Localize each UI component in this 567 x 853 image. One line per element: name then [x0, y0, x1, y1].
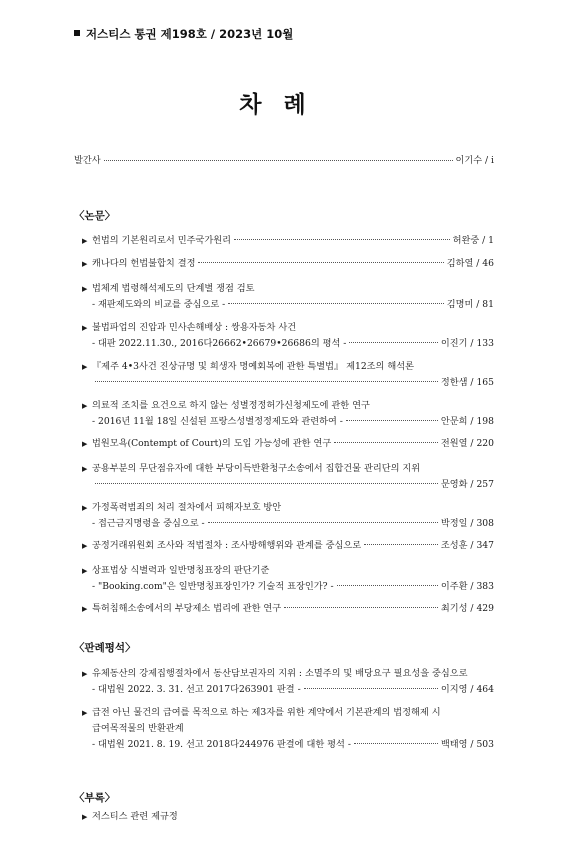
entry-author-page: 이주환 / 383	[440, 581, 494, 592]
triangle-bullet-icon: ▶	[82, 465, 88, 473]
journal-issue-header	[74, 26, 293, 42]
dot-leader	[337, 585, 438, 586]
entry-title: 공용부분의 무단점유자에 대한 부당이득반환청구소송에서 집합건물 관리단의 지위	[92, 463, 421, 474]
entry-subtitle: - 재판제도와의 비교를 중심으로 -	[92, 299, 226, 310]
toc-entry[interactable]	[82, 601, 494, 617]
entry-title: 상표법상 식별력과 일반명칭표장의 판단기준	[92, 565, 270, 576]
triangle-bullet-icon: ▶	[82, 440, 88, 448]
triangle-bullet-icon: ▶	[82, 542, 88, 550]
dot-leader	[349, 342, 437, 343]
entry-subtitle: - 접근금지명령을 중심으로 -	[92, 518, 205, 529]
toc-entry[interactable]	[82, 233, 494, 249]
entry-author-page: 최기성 / 429	[440, 603, 494, 614]
toc-entry[interactable]	[82, 809, 494, 825]
entry-title: 법체계 법령해석제도의 단계별 쟁점 검토	[92, 283, 255, 294]
toc-entry[interactable]	[82, 461, 494, 493]
toc-entry[interactable]	[82, 436, 494, 452]
dot-leader	[304, 688, 438, 689]
entry-title: 의료적 조치를 요건으로 하지 않는 성별정정허가신청제도에 관한 연구	[92, 400, 370, 411]
dot-leader	[104, 160, 453, 161]
entry-author-page: 김명미 / 81	[446, 299, 494, 310]
entry-subtitle: - "Booking.com"은 일반명칭표장인가? 기술적 표장인가? -	[92, 581, 334, 592]
triangle-bullet-icon: ▶	[82, 285, 88, 293]
entry-subtitle: - 대법원 2021. 8. 19. 선고 2018다244976 판결에 대한 평석 -	[92, 739, 351, 750]
toc-entry[interactable]	[82, 398, 494, 430]
entry-title: 특허침해소송에서의 부당제소 법리에 관한 연구	[92, 603, 282, 614]
entry-title: 공정거래위원회 조사와 적법절차 : 조사방해행위와 관계를 중심으로	[92, 540, 362, 551]
preface-line[interactable]	[74, 152, 494, 166]
journal-issue-text: 저스티스 통권 제198호 / 2023년 10월	[86, 27, 294, 41]
toc-entry[interactable]	[82, 359, 494, 391]
entry-author-page: 조성훈 / 347	[440, 540, 494, 551]
entry-title: 저스티스 관련 제규정	[92, 811, 178, 822]
section-heading-appendix: 〈부록〉	[74, 792, 116, 804]
triangle-bullet-icon: ▶	[82, 709, 88, 717]
dot-leader	[208, 522, 438, 523]
entry-title: 『제주 4•3사건 진상규명 및 희생자 명예회복에 관한 특별법』 제12조의 해석론	[92, 361, 414, 372]
entry-author-page: 정한샘 / 165	[440, 377, 494, 388]
toc-entry[interactable]	[82, 256, 494, 272]
entry-title: 급전 아닌 물건의 급여를 목적으로 하는 제3자를 위한 계약에서 기본관계의 법정해제 시	[92, 707, 441, 718]
entry-author-page: 박정일 / 308	[440, 518, 494, 529]
dot-leader	[234, 239, 450, 240]
dot-leader	[95, 483, 438, 484]
entry-author-page: 안문희 / 198	[440, 416, 494, 427]
triangle-bullet-icon: ▶	[82, 402, 88, 410]
dot-leader	[228, 303, 443, 304]
dot-leader	[354, 743, 438, 744]
section-heading-case-reviews: 〈판례평석〉	[74, 642, 136, 654]
triangle-bullet-icon: ▶	[82, 260, 88, 268]
entry-title: 법원모욕(Contempt of Court)의 도입 가능성에 관한 연구	[92, 438, 332, 449]
dot-leader	[364, 544, 438, 545]
triangle-bullet-icon: ▶	[82, 567, 88, 575]
toc-entry[interactable]	[82, 281, 494, 313]
toc-entry[interactable]	[82, 500, 494, 532]
entry-subtitle: - 대법원 2022. 3. 31. 선고 2017다263901 판결 -	[92, 684, 301, 695]
entry-title: 불법파업의 진압과 민사손해배상 : 쌍용자동차 사건	[92, 322, 297, 333]
triangle-bullet-icon: ▶	[82, 237, 88, 245]
section-heading-papers: 〈논문〉	[74, 210, 116, 222]
entry-subtitle: - 2016년 11월 18일 신설된 프랑스성별정정제도와 관련하여 -	[92, 416, 343, 427]
dot-leader	[346, 420, 438, 421]
entry-author-page: 백태영 / 503	[440, 739, 494, 750]
triangle-bullet-icon: ▶	[82, 363, 88, 371]
entry-author-page: 이진기 / 133	[440, 338, 494, 349]
entry-author-page: 문영화 / 257	[440, 479, 494, 490]
preface-author-page: 이기수 / i	[455, 155, 494, 166]
toc-entry[interactable]	[82, 320, 494, 352]
triangle-bullet-icon: ▶	[82, 605, 88, 613]
toc-entry[interactable]	[82, 705, 494, 753]
toc-entry[interactable]	[82, 538, 494, 554]
entry-title-continued: 급여목적물의 반환관계	[92, 723, 184, 734]
entry-title: 헌법의 기본원리로서 민주국가원리	[92, 235, 231, 246]
triangle-bullet-icon: ▶	[82, 670, 88, 678]
entry-author-page: 이지영 / 464	[440, 684, 494, 695]
triangle-bullet-icon: ▶	[82, 504, 88, 512]
entry-author-page: 김하열 / 46	[446, 258, 494, 269]
preface-label: 발간사	[74, 155, 101, 166]
entry-title: 캐나다의 헌법불합치 결정	[92, 258, 196, 269]
dot-leader	[284, 607, 438, 608]
entry-author-page: 허완중 / 1	[452, 235, 494, 246]
page-title: 차례	[239, 92, 328, 118]
entry-title: 유체동산의 강제집행절차에서 동산담보권자의 지위 : 소멸주의 및 배당요구 필요성을 중심으로	[92, 668, 468, 679]
dot-leader	[95, 381, 438, 382]
toc-entry[interactable]	[82, 563, 494, 595]
triangle-bullet-icon: ▶	[82, 813, 88, 821]
triangle-bullet-icon: ▶	[82, 324, 88, 332]
entry-title: 가정폭력범죄의 처리 절차에서 피해자보호 방안	[92, 502, 282, 513]
dot-leader	[198, 262, 443, 263]
square-bullet-icon	[74, 30, 80, 36]
entry-subtitle: - 대판 2022.11.30., 2016다26662•26679•26686의 평석 -	[92, 338, 347, 349]
dot-leader	[334, 442, 438, 443]
toc-entry[interactable]	[82, 666, 494, 698]
entry-author-page: 전원열 / 220	[440, 438, 494, 449]
